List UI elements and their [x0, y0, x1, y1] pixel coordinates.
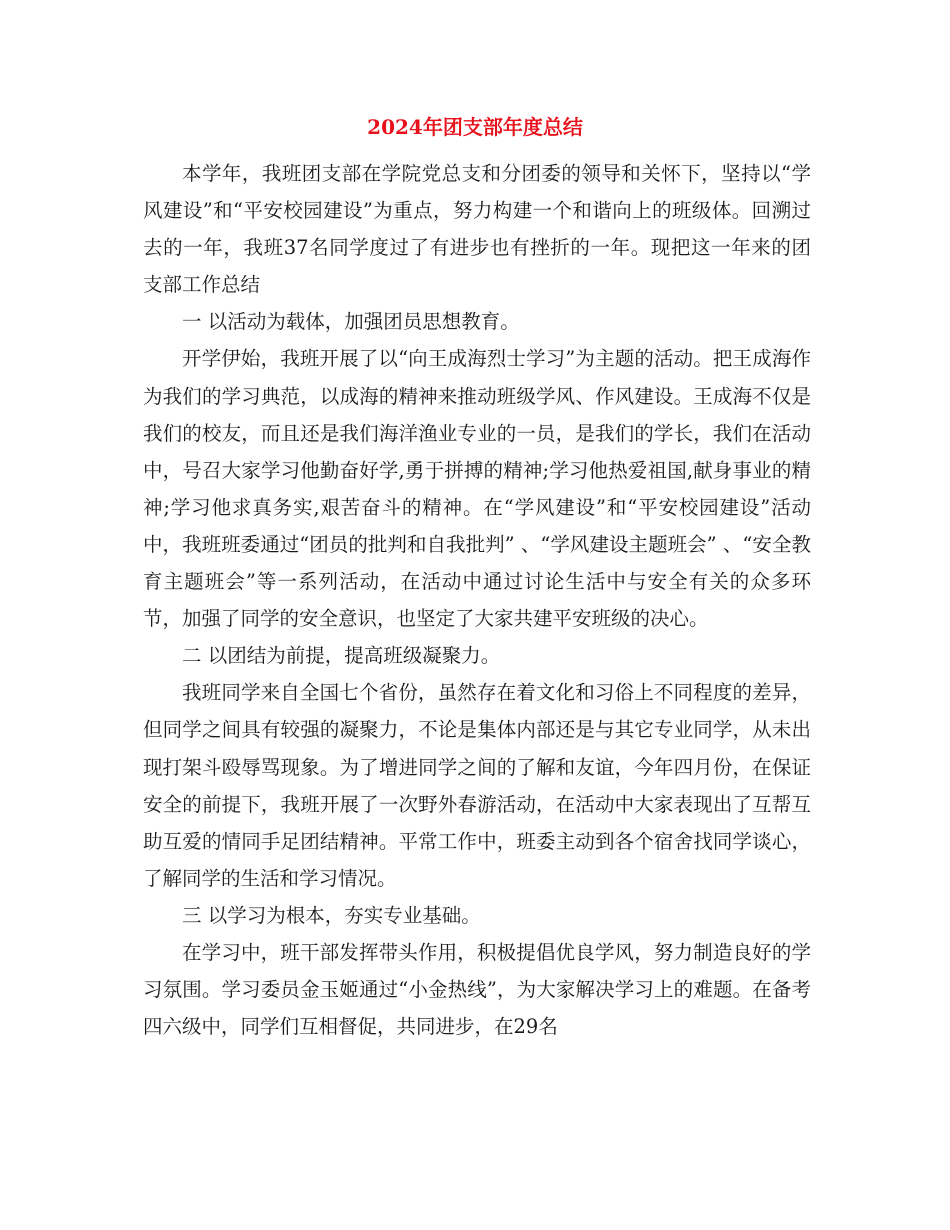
section-3-paragraph: 在学习中，班干部发挥带头作用，积极提倡优良学风，努力制造良好的学习氛围。学习委员金玉姬通过“小金热线”，为大家解决学习上的难题。在备考四六级中，同学们互相督促，共同进步，在29名 — [143, 940, 811, 1039]
document-title: 2024年团支部年度总结 — [367, 115, 583, 139]
section-heading-3: 三 以学习为根本，夯实专业基础。 — [182, 903, 481, 927]
document-body — [143, 155, 811, 1045]
section-heading-2: 二 以团结为前提，提高班级凝聚力。 — [182, 644, 501, 668]
section-1-paragraph: 开学伊始，我班开展了以“向王成海烈士学习”为主题的活动。把王成海作为我们的学习典范，以成海的精神来推动班级学风、作风建设。王成海不仅是我们的校友，而且还是我们海洋渔业专业的一员，是我们的学长，我们在活动中，号召大家学习他勤奋好学,勇于拼搏的精神;学习他热爱祖国,献身事业的精神;学习他求真务实,艰苦奋斗的精神。在“学风建设”和“平安校园建设”活动中，我班班委通过“团员的批判和自我批判” 、“学风建设主题班会” 、“安全教育主题班会”等一系列活动，在活动中通过讨论生活中与安全有关的众多环节，加强了同学的安全意识，也坚定了大家共建平安班级的决心。 — [143, 347, 811, 631]
section-2-paragraph: 我班同学来自全国七个省份，虽然存在着文化和习俗上不同程度的差异，但同学之间具有较强的凝聚力，不论是集体内部还是与其它专业同学，从未出现打架斗殴辱骂现象。为了增进同学之间的了解和友谊，今年四月份，在保证安全的前提下，我班开展了一次野外春游活动，在活动中大家表现出了互帮互助互爱的情同手足团结精神。平常工作中，班委主动到各个宿舍找同学谈心，了解同学的生活和学习情况。 — [143, 681, 811, 890]
intro-paragraph: 本学年，我班团支部在学院党总支和分团委的领导和关怀下，坚持以“学风建设”和“平安校园建设”为重点，努力构建一个和谐向上的班级体。回溯过去的一年，我班37名同学度过了有进步也有挫折的一年。现把这一年来的团支部工作总结 — [143, 162, 811, 297]
section-heading-1: 一 以活动为载体，加强团员思想教育。 — [182, 310, 520, 334]
